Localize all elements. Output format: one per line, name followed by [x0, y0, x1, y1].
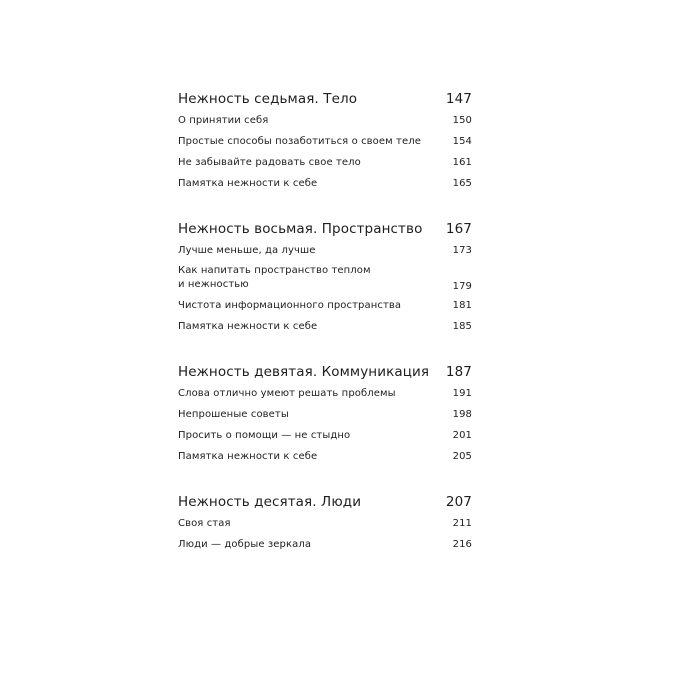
toc-item-page-number: 150 [452, 115, 472, 126]
toc-chapter-9[interactable] [178, 364, 472, 380]
toc-item-page-number: 161 [452, 157, 472, 168]
chapter-page-number: 187 [445, 364, 472, 380]
toc-item[interactable] [178, 387, 472, 401]
toc-chapter-8[interactable] [178, 221, 472, 237]
toc-item-page-number: 179 [452, 281, 472, 292]
toc-item-page-number: 191 [452, 388, 472, 399]
toc-item-page-number: 216 [452, 539, 472, 550]
toc-item[interactable] [178, 264, 472, 292]
toc-chapter-10[interactable] [178, 494, 472, 510]
toc-item[interactable] [178, 450, 472, 464]
chapter-title: Нежность седьмая. Тело [178, 91, 358, 107]
toc-chapter-7[interactable] [178, 91, 472, 107]
toc-item[interactable] [178, 429, 472, 443]
chapter-page-number: 167 [445, 221, 472, 237]
table-of-contents [178, 0, 472, 700]
toc-item[interactable] [178, 244, 472, 258]
toc-item-label: Слова отлично умеют решать проблемы [178, 388, 396, 399]
toc-item-label: Простые способы позаботиться о своем теле [178, 136, 421, 147]
chapter-page-number: 207 [445, 494, 472, 510]
toc-item-label: Памятка нежности к себе [178, 321, 318, 332]
toc-item-label: Чистота информационного пространства [178, 300, 402, 311]
toc-item-label: Люди — добрые зеркала [178, 539, 312, 550]
toc-item-page-number: 198 [452, 409, 472, 420]
toc-item-label: Не забывайте радовать свое тело [178, 157, 361, 168]
toc-item-page-number: 154 [452, 136, 472, 147]
toc-item-label: Памятка нежности к себе [178, 451, 318, 462]
toc-item-label: Памятка нежности к себе [178, 178, 318, 189]
chapter-title: Нежность восьмая. Пространство [178, 221, 423, 237]
toc-item-label: Непрошеные советы [178, 409, 289, 420]
toc-item[interactable] [178, 299, 472, 313]
toc-item[interactable] [178, 320, 472, 334]
toc-item-page-number: 201 [452, 430, 472, 441]
toc-item-page-number: 211 [452, 518, 472, 529]
toc-item-page-number: 173 [452, 245, 472, 256]
toc-item[interactable] [178, 114, 472, 128]
toc-item-label: Лучше меньше, да лучше [178, 245, 316, 256]
toc-item-label: О принятии себя [178, 115, 269, 126]
toc-item-page-number: 205 [452, 451, 472, 462]
toc-item[interactable] [178, 135, 472, 149]
toc-item-label: Просить о помощи — не стыдно [178, 430, 351, 441]
toc-item-label: Своя стая [178, 518, 231, 529]
chapter-title: Нежность десятая. Люди [178, 494, 362, 510]
toc-item-page-number: 185 [452, 321, 472, 332]
toc-item[interactable] [178, 517, 472, 531]
toc-item-page-number: 181 [452, 300, 472, 311]
toc-item-page-number: 165 [452, 178, 472, 189]
toc-item[interactable] [178, 538, 472, 552]
toc-item-label-line-1: Как напитать пространство теплом [178, 265, 371, 276]
toc-item-label-line-2: и нежностью [178, 279, 249, 290]
toc-item[interactable] [178, 408, 472, 422]
chapter-title: Нежность девятая. Коммуникация [178, 364, 430, 380]
toc-item[interactable] [178, 156, 472, 170]
toc-item[interactable] [178, 177, 472, 191]
toc-item-label [178, 264, 371, 292]
chapter-page-number: 147 [445, 91, 472, 107]
